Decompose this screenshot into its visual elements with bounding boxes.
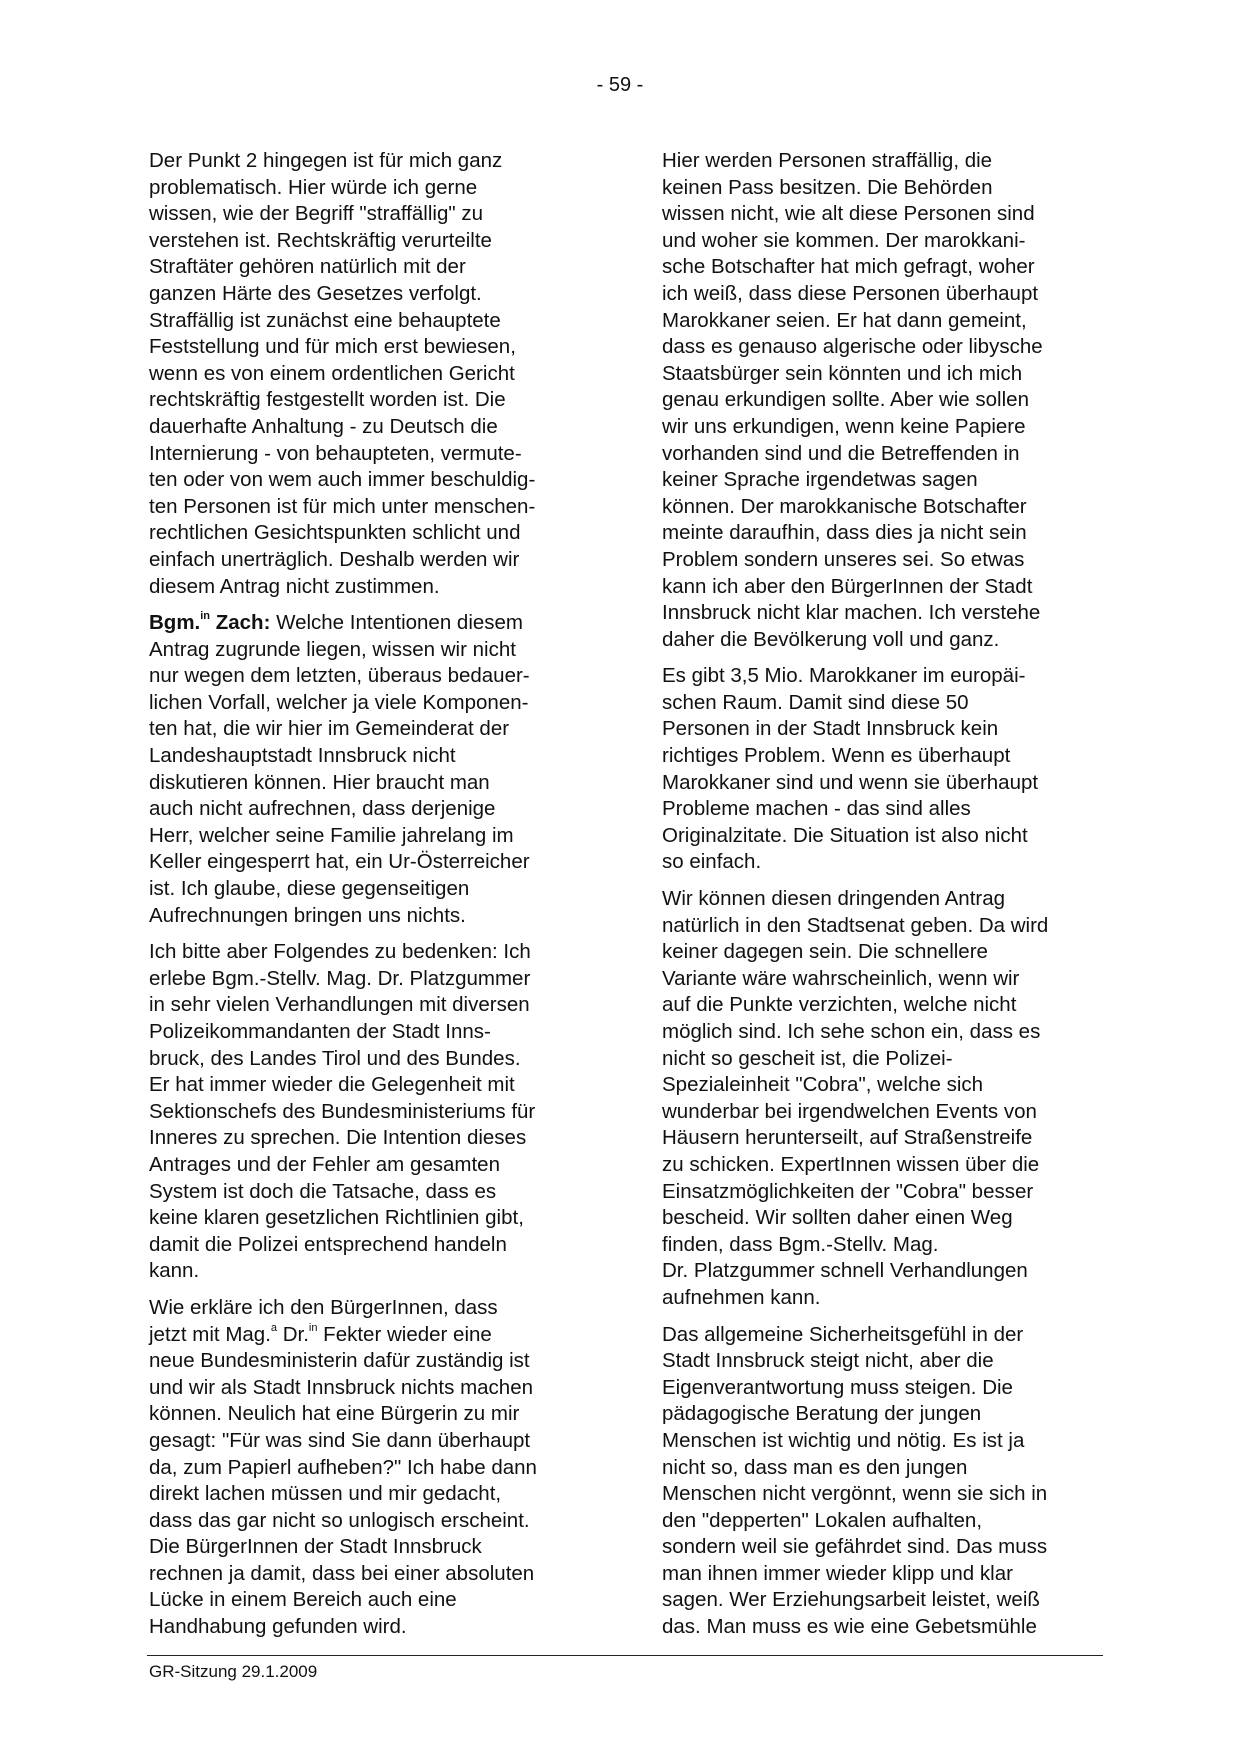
- text-line: auch nicht aufrechnen, dass derjenige: [149, 797, 496, 821]
- text-line: bescheid. Wir sollten daher einen Weg: [662, 1206, 1013, 1230]
- text-line: natürlich in den Stadtsenat geben. Da wird: [662, 913, 1049, 937]
- text-line: Polizeikommandanten der Stadt Inns-: [149, 1020, 491, 1043]
- text-line: Spezialeinheit "Cobra", welche sich: [662, 1073, 984, 1097]
- text-line: in sehr vielen Verhandlungen mit diversen: [149, 993, 530, 1017]
- text-line: Wir können diesen dringenden Antrag: [662, 887, 1006, 911]
- footer-session-date: GR-Sitzung 29.1.2009: [149, 1662, 318, 1681]
- text-line: genau erkundigen sollte. Aber wie sollen: [662, 388, 1029, 412]
- text-line: Originalzitate. Die Situation ist also nicht: [662, 823, 1028, 847]
- text-line: wir uns erkundigen, wenn keine Papiere: [662, 414, 1026, 438]
- text-line: Aufrechnungen bringen uns nichts.: [149, 903, 466, 927]
- text-line: Einsatzmöglichkeiten der "Cobra" besser: [662, 1179, 1034, 1203]
- page-number: - 59 -: [596, 74, 644, 96]
- text-line: Straffällig ist zunächst eine behauptete: [149, 308, 501, 332]
- text-line: Antrages und der Fehler am gesamten: [149, 1152, 500, 1176]
- paragraph-speaker: [149, 610, 589, 929]
- paragraph: [149, 939, 589, 1285]
- text-line: Sektionschefs des Bundesministeriums für: [149, 1099, 536, 1123]
- text-line: kann.: [149, 1259, 200, 1283]
- text-line: ist. Ich glaube, diese gegenseitigen: [149, 877, 470, 901]
- text-line: Innsbruck nicht klar machen. Ich verstehe: [662, 601, 1041, 625]
- text-line: daher die Bevölkerung voll und ganz.: [662, 627, 1000, 651]
- text-line: Es gibt 3,5 Mio. Marokkaner im europäi-: [662, 664, 1026, 688]
- text-line: finden, dass Bgm.-Stellv. Mag.: [662, 1232, 939, 1256]
- text-line: Landeshauptstadt Innsbruck nicht: [149, 744, 456, 768]
- text-line: meinte daraufhin, dass dies ja nicht sein: [662, 521, 1027, 545]
- text-line: Lücke in einem Bereich auch eine: [149, 1588, 457, 1612]
- text-line: dass das gar nicht so unlogisch erscheint.: [149, 1508, 530, 1532]
- text-line: Die BürgerInnen der Stadt Innsbruck: [149, 1535, 482, 1559]
- text-line: ten oder von wem auch immer beschuldig-: [149, 468, 536, 492]
- text-line: pädagogische Beratung der jungen: [662, 1402, 982, 1426]
- text-line: sagen. Wer Erziehungsarbeit leistet, weiß: [662, 1588, 1040, 1612]
- text-line: einfach unerträglich. Deshalb werden wir: [149, 547, 520, 571]
- text-line: erlebe Bgm.-Stellv. Mag. Dr. Platzgummer: [149, 966, 531, 990]
- text-line: wenn es von einem ordentlichen Gericht: [149, 361, 515, 385]
- text-line: Inneres zu sprechen. Die Intention dieses: [149, 1126, 527, 1150]
- text-line: direkt lachen müssen und mir gedacht,: [149, 1482, 502, 1506]
- paragraph: [662, 886, 1102, 1312]
- text-line: Eigenverantwortung muss steigen. Die: [662, 1375, 1013, 1399]
- text-line: Probleme machen - das sind alles: [662, 797, 971, 821]
- footer-divider: [147, 1655, 1103, 1656]
- text-line: diskutieren können. Hier braucht man: [149, 770, 490, 794]
- text-line: können. Der marokkanische Botschafter: [662, 494, 1027, 518]
- paragraph: [149, 148, 589, 600]
- text-line: Internierung - von behaupteten, vermute-: [149, 441, 522, 465]
- text-line: rechtskräftig festgestellt worden ist. Die: [149, 388, 506, 412]
- text-line: Marokkaner seien. Er hat dann gemeint,: [662, 308, 1027, 332]
- text-line: dauerhafte Anhaltung - zu Deutsch die: [149, 414, 498, 438]
- text-line: aufnehmen kann.: [662, 1285, 821, 1309]
- text-line: Personen in der Stadt Innsbruck kein: [662, 717, 999, 741]
- text-line: diesem Antrag nicht zustimmen.: [149, 574, 440, 598]
- left-column: [149, 148, 589, 1651]
- text-line: und woher sie kommen. Der marokkani-: [662, 228, 1026, 252]
- text-line: Keller eingesperrt hat, ein Ur-Österreicher: [149, 850, 530, 874]
- text-line: können. Neulich hat eine Bürgerin zu mir: [149, 1402, 520, 1426]
- text-line: Marokkaner sind und wenn sie überhaupt: [662, 770, 1039, 794]
- text-line: so einfach.: [662, 850, 762, 874]
- paragraph-first-line: Bgm.$^{in}$ Zach: Welche Intentionen diesem: [149, 610, 524, 635]
- text-line: nicht so gescheit ist, die Polizei-: [662, 1046, 953, 1070]
- paragraph: [662, 663, 1102, 876]
- line-with-superscripts: jetzt mit Mag.$^a$ Dr.$^{in}$ Fekter wieder eine: [149, 1321, 492, 1346]
- text-line: Menschen ist wichtig und nötig. Es ist ja: [662, 1428, 1025, 1452]
- paragraph: [662, 1322, 1102, 1641]
- text-line: Problem sondern unseres sei. So etwas: [662, 547, 1025, 571]
- text-line: Häusern herunterseilt, auf Straßenstreife: [662, 1126, 1033, 1150]
- text-line: keine klaren gesetzlichen Richtlinien gibt,: [149, 1206, 524, 1230]
- text-line: Handhabung gefunden wird.: [149, 1615, 407, 1639]
- text-line: zu schicken. ExpertInnen wissen über die: [662, 1152, 1040, 1176]
- text-line: bruck, des Landes Tirol und des Bundes.: [149, 1046, 521, 1070]
- text-line: neue Bundesministerin dafür zuständig ist: [149, 1349, 530, 1373]
- text-line: ganzen Härte des Gesetzes verfolgt.: [149, 281, 482, 305]
- text-line: rechnen ja damit, dass bei einer absoluten: [149, 1561, 535, 1585]
- text-line: Stadt Innsbruck steigt nicht, aber die: [662, 1349, 994, 1373]
- text-line: Staatsbürger sein könnten und ich mich: [662, 361, 1023, 385]
- text-line: nicht so, dass man es den jungen: [662, 1455, 968, 1479]
- text-line: da, zum Papierl aufheben?" Ich habe dann: [149, 1455, 537, 1479]
- text-line: Das allgemeine Sicherheitsgefühl in der: [662, 1322, 1024, 1346]
- paragraph: [662, 148, 1102, 653]
- text-line: Dr. Platzgummer schnell Verhandlungen: [662, 1259, 1028, 1283]
- text-line: richtiges Problem. Wenn es überhaupt: [662, 744, 1011, 768]
- text-line: auf die Punkte verzichten, welche nicht: [662, 993, 1017, 1017]
- text-line: Herr, welcher seine Familie jahrelang im: [149, 823, 514, 847]
- text-line: System ist doch die Tatsache, dass es: [149, 1179, 497, 1203]
- text-line: keiner dagegen sein. Die schnellere: [662, 940, 988, 964]
- right-column: [662, 148, 1102, 1651]
- text-line: ten hat, die wir hier im Gemeinderat der: [149, 717, 510, 741]
- text-line: verstehen ist. Rechtskräftig verurteilte: [149, 228, 492, 252]
- text-line: Hier werden Personen straffällig, die: [662, 149, 993, 172]
- text-line: Er hat immer wieder die Gelegenheit mit: [149, 1073, 515, 1097]
- text-line: man ihnen immer wieder klipp und klar: [662, 1561, 1013, 1585]
- text-line: gesagt: "Für was sind Sie dann überhaupt: [149, 1428, 531, 1452]
- text-line: möglich sind. Ich sehe schon ein, dass es: [662, 1020, 1041, 1043]
- paragraph: Wie erkläre ich den BürgerInnen, dass jetzt mit Mag.$^a$ Dr.$^{in}$ Fekter wieder eine neue Bundesministerin dafür zuständig ist und wir als Stadt Innsbruck nichts machen können. Neulich hat eine Bürgerin zu mir gesagt: "Für was sind Sie dann überhaupt da, zum Papierl aufheben?" Ich habe dann direkt lachen müssen und mir gedacht, dass das gar nicht so unlogisch erscheint. Die BürgerInnen der Stadt Innsbruck rechnen ja damit, dass bei einer absoluten Lücke in einem Bereich auch eine Handhabung gefunden wird.: [149, 1295, 589, 1641]
- text-line: vorhanden sind und die Betreffenden in: [662, 441, 1020, 465]
- text-line: Menschen nicht vergönnt, wenn sie sich in: [662, 1482, 1048, 1506]
- text-line: rechtlichen Gesichtspunkten schlicht und: [149, 521, 521, 545]
- text-line: lichen Vorfall, welcher ja viele Komponen-: [149, 690, 529, 714]
- text-line: Variante wäre wahrscheinlich, wenn wir: [662, 966, 1020, 990]
- text-line: problematisch. Hier würde ich gerne: [149, 175, 478, 199]
- text-line: Feststellung und für mich erst bewiesen,: [149, 335, 516, 359]
- text-line: ten Personen ist für mich unter menschen-: [149, 494, 536, 518]
- text-line: schen Raum. Damit sind diese 50: [662, 690, 969, 714]
- speaker-label: Bgm.$^{in}$ Zach:: [149, 610, 271, 635]
- text-line: keinen Pass besitzen. Die Behörden: [662, 175, 993, 199]
- text-line: Straftäter gehören natürlich mit der: [149, 255, 466, 279]
- text-line: kann ich aber den BürgerInnen der Stadt: [662, 574, 1033, 598]
- text-line: wunderbar bei irgendwelchen Events von: [662, 1099, 1037, 1123]
- text-line: damit die Polizei entsprechend handeln: [149, 1232, 507, 1256]
- text-line: Antrag zugrunde liegen, wissen wir nicht: [149, 637, 516, 661]
- text-line: Ich bitte aber Folgendes zu bedenken: Ich: [149, 940, 531, 964]
- text-line: den "depperten" Lokalen aufhalten,: [662, 1508, 983, 1532]
- text-line: sondern weil sie gefährdet sind. Das muss: [662, 1535, 1048, 1559]
- text-line: keiner Sprache irgendetwas sagen: [662, 468, 978, 492]
- text-line: nur wegen dem letzten, überaus bedauer-: [149, 664, 530, 688]
- text-line: Der Punkt 2 hingegen ist für mich ganz: [149, 149, 503, 172]
- text-line: ich weiß, dass diese Personen überhaupt: [662, 281, 1039, 305]
- text-line: dass es genauso algerische oder libysche: [662, 335, 1043, 359]
- text-line: und wir als Stadt Innsbruck nichts machen: [149, 1375, 533, 1399]
- text-line: wissen, wie der Begriff "straffällig" zu: [149, 202, 483, 226]
- text-line: das. Man muss es wie eine Gebetsmühle: [662, 1615, 1037, 1639]
- text-line: sche Botschafter hat mich gefragt, woher: [662, 255, 1035, 279]
- text-line: wissen nicht, wie alt diese Personen sind: [662, 202, 1035, 226]
